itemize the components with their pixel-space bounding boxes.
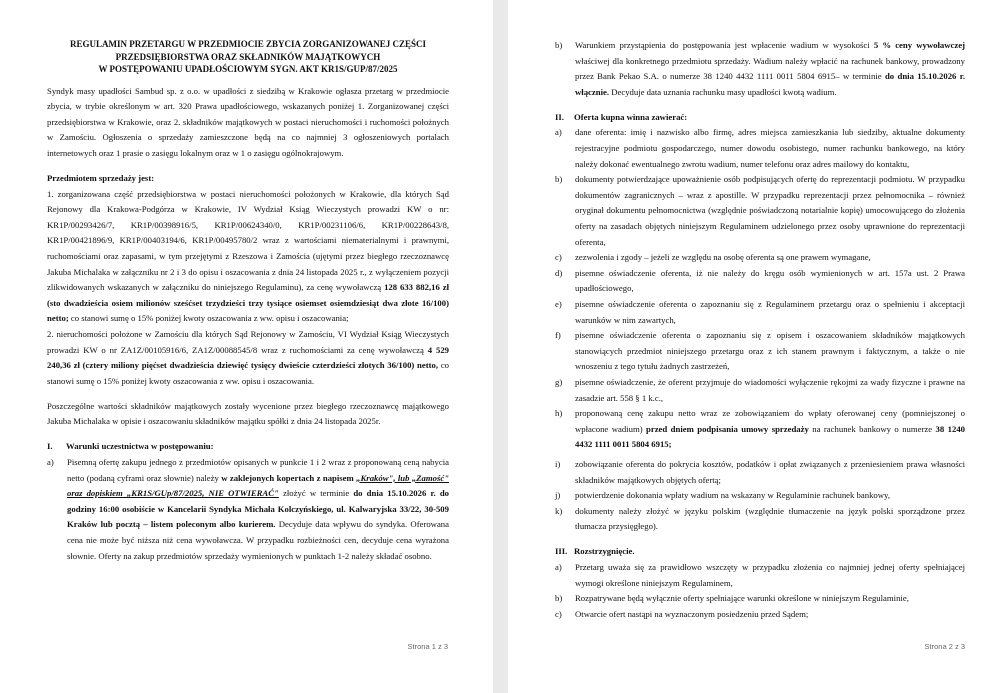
section-2-list-continued	[555, 457, 965, 535]
list-item	[555, 328, 965, 375]
list-label: a)	[555, 127, 562, 138]
list-label: c)	[555, 252, 562, 263]
text-segment: Warunkiem przystąpienia do postępowania jest wpłacenie wadium w wysokości	[575, 40, 870, 50]
section-2-number: II.	[555, 111, 564, 122]
list-item	[555, 250, 965, 266]
list-text: dane oferenta: imię i nazwisko albo firmę, adres miejsca zamieszkania lub siedziby, aktualne dokumenty rejestracyjne podmiotu gospodarczego, numer dowodu osobistego, numer rachunku bankowego, na który należy dokonać ewentualnego zwrotu wadium, numer telefonu oraz adres mailowy do kontaktu,	[575, 127, 965, 169]
text-segment: proponowaną cenę zakupu netto wraz ze zobowiązaniem do wpłaty oferowanej ceny (pomniejszonej o wpłacone wadium)	[575, 408, 965, 434]
envelope-label-text: „Kraków", lub „Zamość" oraz dopiskiem „KR1S/GUp/87/2025, NIE OTWIERAĆ"	[67, 472, 450, 499]
section-2-list	[555, 125, 965, 406]
list-text: pisemne oświadczenie oferenta, iż nie należy do kręgu osób wymienionych w art. 157a ust. 2 Prawa upadłościowego,	[575, 267, 965, 294]
subject-item-2	[47, 327, 449, 389]
text-segment: Pisemną ofertę zakupu jednego z przedmiotów opisanych w punkcie 1 i 2 wraz z proponowaną ceną nabycia netto (podaną cyframi oraz słownie) należy	[67, 457, 449, 483]
list-text	[575, 406, 965, 453]
list-text: pisemne oświadczenie oferenta o zapoznaniu się z Regulaminem przetargu oraz o spełnieniu i akceptacji warunków w nim zawartych,	[575, 299, 965, 325]
list-item	[555, 375, 965, 406]
text-segment: Decyduje data uznania rachunku masy upadłości kwotą wadium.	[611, 86, 837, 97]
section-2-item-h	[555, 406, 965, 453]
list-item	[555, 297, 965, 328]
subject-item-2-price: 4 529 240,36 zł (cztery miliony pięćset dwadzieścia dziewięć tysięcy dwieście czterdzieści złotych 36/100) netto,	[47, 344, 450, 371]
bank-account-number: 38 1240 4432 1111 0011 5804 6915;	[575, 423, 966, 450]
text-segment: właściwej dla konkretnego przedmiotu sprzedaży. Wadium należy wpłacić na rachunek bankowy, prowadzony przez Bank Pekao S.A. o numerze 38 1240 4432 1111 0011 5804 6915– w terminie	[575, 55, 965, 82]
subject-item-1-after: co stanowi sumę o 15% poniżej kwoty oszacowania z ww. opisu i oszacowania;	[70, 313, 349, 324]
title-line-1: REGULAMIN PRZETARGU W PRZEDMIOCIE ZBYCIA ZORGANIZOWANEJ CZĘŚCI	[69, 39, 427, 49]
list-text: Rozpatrywane będą wyłącznie oferty spełniające warunki określone w niniejszym Regulaminie,	[575, 593, 909, 604]
text-segment: Decyduje data wpływu do syndyka. Oferowana cena nie może być niższa niż cena wywoławcza. W przypadku rozbieżności cen, decyduje cena wyrażona słownie. Oferty na zakup przedmiotów sprzedaży wymienionych w punktach 1-2 należy składać osobno.	[67, 519, 450, 561]
list-label: a)	[47, 457, 54, 468]
list-text: pisemne oświadczenie, że oferent przyjmuje do wiadomości wyłączenie rękojmi za wady fizyczne i prawne na zasadzie art. 558 § 1 k.c.,	[575, 376, 965, 403]
valuation-note: Poszczególne wartości składników majątkowych zostały wycenione przez biegłego rzeczoznawcę majątkowego Jakuba Michalaka w opisie i oszacowaniu składników majątku spółki z dnia 24 listopada 2025r.	[47, 400, 449, 427]
list-item	[555, 266, 965, 297]
section-1-number: I.	[47, 441, 53, 452]
list-label: e)	[555, 299, 562, 309]
document-title	[47, 38, 449, 76]
list-item	[555, 591, 965, 607]
page-number: Strona 1 z 3	[407, 642, 448, 652]
subject-item-1-text: 1. zorganizowana część przedsiębiorstwa w postaci nieruchomości położonych w Krakowie, dla których Sąd Rejonowy dla Krakowa-Podgórza w Krakowie, IV Wydział Ksiąg Wieczystych prowadzi KW o nr: KR1P/00293426/7, KR1P/00398916/5, KR1P/00624340/0, KR1P/00231106/6, KR1P/00228643/8, KR1P/00421896/9, KR1P/00403194/6, KR1P/00495780/2 wraz z wartościami niematerialnymi i prawnymi, ruchomościami oraz zapasami, w tym przejętymi z Rzeszowa i Zamościa (ujętymi przez biegłego rzeczoznawcę Jakuba Michalaka w załączniku nr 2 i 3 do opisu i oszacowania z dnia 24 listopada 2025 r., z wyłączeniem pozycji zlikwidowanych wskazanych w załączniku do niniejszego Regulaminu), za cenę wywoławczą	[47, 188, 449, 293]
section-2-heading	[555, 110, 965, 126]
document-page-1	[0, 0, 493, 693]
list-text: Przetarg uważa się za prawidłowo wszczęty w przypadku złożenia co najmniej jednej oferty spełniającej wymogi określone niniejszym Regulaminem,	[575, 562, 965, 588]
list-label: g)	[555, 376, 563, 387]
list-label: c)	[555, 608, 562, 619]
list-label: h)	[555, 408, 563, 419]
section-1-item-a	[47, 455, 449, 564]
subject-item-2-text: 2. nieruchomości położone w Zamościu dla których Sąd Rejonowy w Zamościu, VI Wydział Ksiąg Wieczystych prowadzi KW o nr ZA1Z/00105916/6, ZA1Z/00088545/8 wraz z ruchomościami za cenę wywoławczą	[47, 328, 449, 355]
list-label: f)	[555, 330, 561, 341]
section-3-list	[555, 560, 965, 622]
list-label: j)	[555, 490, 561, 501]
list-text: Otwarcie ofert nastąpi na wyznaczonym posiedzeniu przed Sądem;	[575, 608, 809, 619]
list-text	[67, 455, 449, 564]
list-text	[575, 38, 965, 100]
title-line-2: PRZEDSIĘBIORSTWA ORAZ SKŁADNIKÓW MAJĄTKOWYCH	[115, 51, 381, 62]
deposit-percent: 5 % ceny wywoławczej	[873, 40, 965, 50]
list-text: pisemne oświadczenie oferenta o zapoznaniu się z opisem i oszacowaniem składników majątkowych stanowiących przedmiot niniejszego przetargu oraz z ich stanem prawnym i faktycznym, a także o nie wnoszeniu z tego tytułu żadnych zastrzeżeń,	[575, 330, 965, 372]
list-item	[555, 504, 965, 535]
list-label: i)	[555, 458, 561, 469]
list-item	[555, 560, 965, 591]
subject-item-1-price: 128 633 882,16 zł (sto dwadzieścia osiem milionów sześćset trzydzieści trzy tysiące osiemset osiemdziesiąt dwa złote 16/100) netto;	[47, 282, 449, 324]
subject-item-1	[47, 187, 449, 327]
text-segment-bold: w zaklejonych kopertach z napisem	[221, 472, 354, 483]
list-label: b)	[555, 40, 563, 50]
document-page-2	[508, 0, 1000, 693]
subject-item-2-after: co stanowi sumę o 15% poniżej kwoty oszacowania z ww. opisu i oszacowania.	[47, 360, 450, 386]
list-label: k)	[555, 505, 563, 516]
deadline-text: do dnia 15.10.2026 r. do godziny 16:00 osobiście w Kancelarii Syndyka Michała Kolczyńskiego, ul. Kalwaryjska 33/22, 30-509 Kraków lub pocztą – listem poleconym albo kurierem.	[67, 488, 450, 530]
list-text: dokumenty należy złożyć w języku polskim (względnie tłumaczenie na język polski sporządzone przez tłumacza przysięgłego).	[575, 505, 965, 532]
list-label: b)	[555, 593, 563, 604]
list-text: dokumenty potwierdzające upoważnienie osób podpisujących ofertę do reprezentacji podmiotu. W przypadku dokumentów zagranicznych – wraz z apostille. W przypadku reprezentacji przez pełnomocnika – również oryginał dokumentu pełnomocnictwa (względnie poświadczoną notarialnie kopię) umocowującego do złożenia oferty na zasadach objętych niniejszym Regulaminem udzielonego przez osoby uprawnione do reprezentacji oferenta,	[575, 174, 965, 247]
title-line-3: W POSTĘPOWANIU UPADŁOŚCIOWYM SYGN. AKT KR1S/GUP/87/2025	[98, 64, 398, 74]
intro-paragraph: Syndyk masy upadłości Sambud sp. z o.o. w upadłości z siedzibą w Krakowie ogłasza przetarg w przedmiocie zbycia, w trybie określonym w art. 320 Prawa upadłościowego, wskazanych poniżej 1. Zorganizowanej części przedsiębiorstwa w Krakowie, oraz 2. składników majątkowych w postaci nieruchomości i ruchomości położnych w Zamościu. Ogłoszenia o sprzedaży zamieszczone będą na co najmniej 3 ogłoszeniowych portalach internetowych oraz 1 prasie o zasięgu lokalnym oraz w 1 o zasięgu ogólnokrajowym.	[47, 85, 449, 158]
list-label: b)	[555, 174, 563, 185]
section-3-title: Rozstrzygnięcie.	[574, 546, 635, 557]
list-text: potwierdzenie dokonania wpłaty wadium na wskazany w Regulaminie rachunek bankowy,	[575, 490, 890, 501]
list-item	[555, 607, 965, 623]
page-number: Strona 2 z 3	[924, 642, 965, 652]
list-item	[555, 125, 965, 172]
list-text: zezwolenia i zgody – jeżeli ze względu na osobę oferenta są one prawem wymagane,	[575, 252, 871, 263]
list-item	[555, 457, 965, 488]
section-1-item-b	[555, 38, 965, 100]
subject-heading: Przedmiotem sprzedaży jest:	[47, 172, 155, 183]
list-label: d)	[555, 267, 563, 278]
text-segment: na rachunek bankowy o numerze	[812, 423, 933, 434]
text-segment-bold: przed dniem podpisania umowy sprzedaży	[646, 423, 809, 434]
deposit-deadline: do dnia 15.10.2026 r. włącznie.	[575, 71, 966, 97]
section-1-heading	[47, 439, 449, 455]
section-2-title: Oferta kupna winna zawierać:	[574, 111, 688, 122]
text-segment: złożyć w terminie	[283, 488, 350, 499]
section-3-heading	[555, 544, 965, 560]
list-item	[555, 488, 965, 504]
list-text: zobowiązanie oferenta do pokrycia kosztów, podatków i opłat związanych z przeniesieniem prawa własności składników majątkowych objętych ofertą;	[575, 458, 965, 485]
list-label: a)	[555, 562, 562, 572]
section-3-number: III.	[555, 546, 568, 557]
section-1-title: Warunki uczestnictwa w postępowaniu:	[66, 441, 214, 452]
list-item	[555, 172, 965, 250]
